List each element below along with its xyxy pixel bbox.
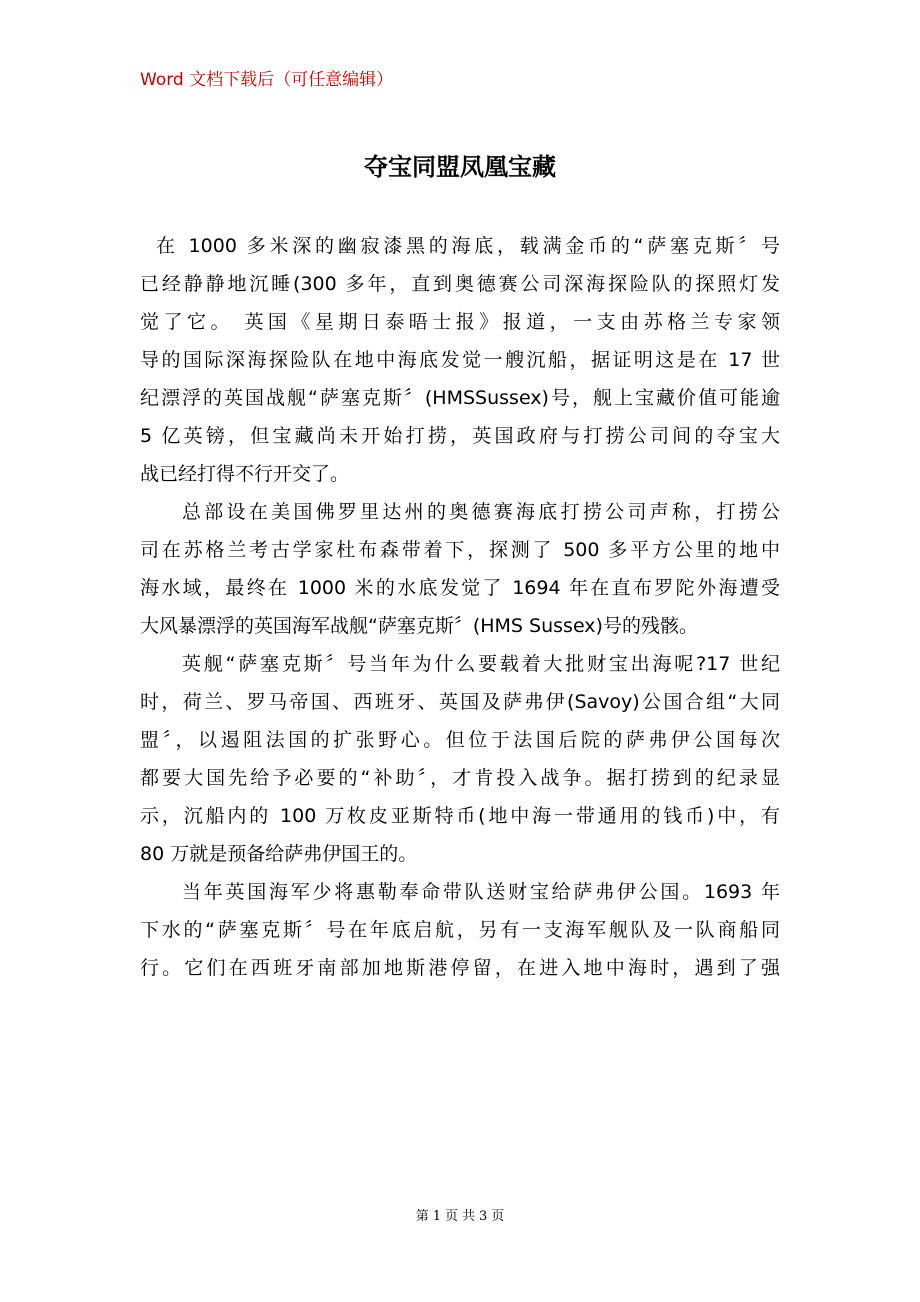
paragraph-1 <box>140 227 780 493</box>
text-line: 导的国际深海探险队在地中海底发觉一艘沉船，据证明这是在 17 世 <box>140 349 780 371</box>
text-line: 示，沉船内的 100 万枚皮亚斯特币(地中海一带通用的钱币)中，有 <box>140 805 780 827</box>
footer-total-pages: 3 <box>479 1209 488 1224</box>
text-line: 总部设在美国佛罗里达州的奥德赛海底打捞公司声称，打捞公 <box>182 501 780 523</box>
text-line: 英舰“萨塞克斯〞号当年为什么要载着大批财宝出海呢?17 世纪 <box>182 653 780 675</box>
text-line: 大风暴漂浮的英国海军战舰“萨塞克斯〞(HMS Sussex)号的残骸。 <box>140 615 698 637</box>
text-line: 在 1000 多米深的幽寂漆黑的海底，载满金币的“萨塞克斯〞号 <box>156 235 780 257</box>
text-line: 当年英国海军少将惠勒奉命带队送财宝给萨弗伊公国。1693 年 <box>182 881 780 903</box>
text-line: 下水的“萨塞克斯〞号在年底启航，另有一支海军舰队及一队商船同 <box>140 919 780 941</box>
text-line: 纪漂浮的英国战舰“萨塞克斯〞(HMSSussex)号，舰上宝藏价值可能逾 <box>140 387 780 409</box>
document-body <box>140 227 780 987</box>
paragraph-3 <box>140 645 780 873</box>
paragraph-4 <box>140 873 780 987</box>
footer-page-word: 页 <box>444 1209 458 1224</box>
footer-total-word: 共 <box>462 1209 476 1224</box>
text-line: 盟〞，以遏阻法国的扩张野心。但位于法国后院的萨弗伊公国每次 <box>140 729 780 751</box>
footer-current-page: 1 <box>432 1209 441 1224</box>
footer-prefix: 第 <box>415 1209 429 1224</box>
page-footer <box>0 1208 920 1226</box>
download-note: Word 文档下载后（可任意编辑） <box>140 70 394 90</box>
text-line: 都要大国先给予必要的“补助〞，才肯投入战争。据打捞到的纪录显 <box>140 767 780 789</box>
paragraph-2 <box>140 493 780 645</box>
text-line: 觉了它。 英国《星期日泰晤士报》报道，一支由苏格兰专家领 <box>140 311 780 333</box>
text-line: 战已经打得不行开交了。 <box>140 463 350 485</box>
text-line: 司在苏格兰考古学家杜布森带着下，探测了 500 多平方公里的地中 <box>140 539 780 561</box>
text-line: 已经静静地沉睡(300 多年，直到奥德赛公司深海探险队的探照灯发 <box>140 273 780 295</box>
text-line: 80 万就是预备给萨弗伊国王的。 <box>140 843 418 865</box>
text-line: 海水域，最终在 1000 米的水底发觉了 1694 年在直布罗陀外海遭受 <box>140 577 780 599</box>
text-line: 行。它们在西班牙南部加地斯港停留，在进入地中海时，遇到了强 <box>140 957 780 979</box>
footer-suffix: 页 <box>491 1209 505 1224</box>
text-line: 5 亿英镑，但宝藏尚未开始打捞，英国政府与打捞公司间的夺宝大 <box>140 425 780 447</box>
text-line: 时，荷兰、罗马帝国、西班牙、英国及萨弗伊(Savoy)公国合组“大同 <box>140 691 780 713</box>
document-title: 夺宝同盟凤凰宝藏 <box>364 152 556 181</box>
